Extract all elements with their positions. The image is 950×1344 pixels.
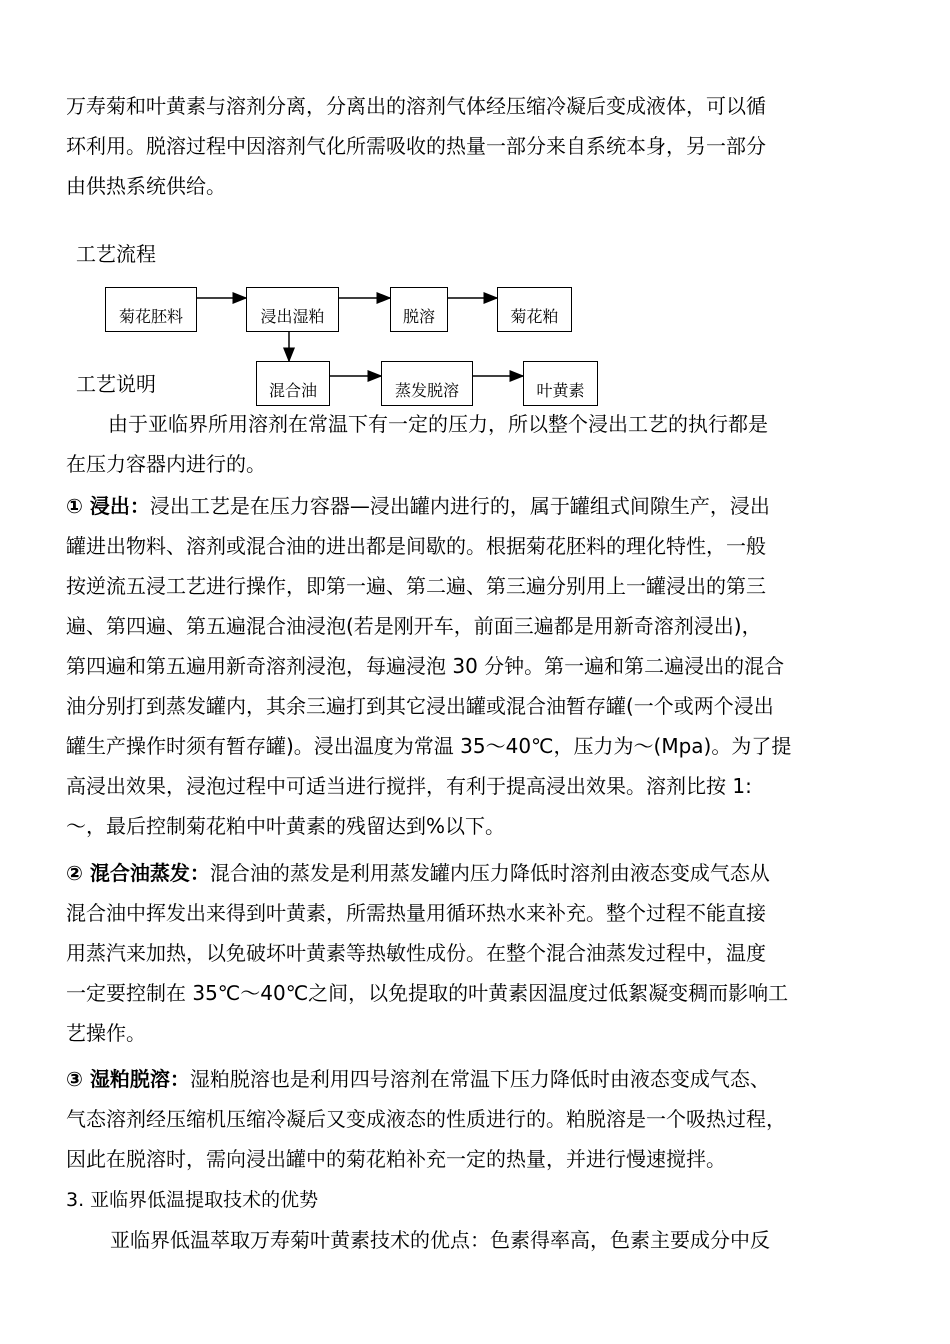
section-line: 罐生产操作时须有暂存罐)。浸出温度为常温 35～40℃，压力为～(Mpa)。为了提 [66,734,792,758]
section-line: 混合油中挥发出来得到叶黄素，所需热量用循环热水来补充。整个过程不能直接 [66,901,766,925]
section-line [66,1059,866,1099]
section-line: 高浸出效果，浸泡过程中可适当进行搅拌，有利于提高浸出效果。溶剂比按 1: [66,774,752,798]
section-line: 一定要控制在 35℃～40℃之间，以免提取的叶黄素因温度过低絮凝变稠而影响工 [66,981,789,1005]
flow-box-label: 叶黄素 [536,381,585,400]
section-text: 混合油的蒸发是利用蒸发罐内压力降低时溶剂由液态变成气态从 [209,861,770,885]
section-extraction [66,486,866,846]
flow-box-evaporation [381,361,473,406]
flow-box-desolventizing [390,287,448,332]
section-heading-advantages: 3. 亚临界低温提取技术的优势 [66,1189,319,1211]
note-line: 在压力容器内进行的。 [66,452,266,476]
flow-box-miscella [256,361,330,406]
flow-box-label: 菊花胚料 [118,307,183,326]
section-label: ② 混合油蒸发： [66,861,210,885]
section-label: ① 浸出： [66,494,150,518]
section-text: 湿粕脱溶也是利用四号溶剂在常温下压力降低时由液态变成气态、 [189,1067,770,1091]
section-line: 第四遍和第五遍用新奇溶剂浸泡，每遍浸泡 30 分钟。第一遍和第二遍浸出的混合 [66,654,785,678]
flow-box-label: 混合油 [268,381,317,400]
section-line [66,853,866,893]
process-flow-heading: 工艺流程 [76,242,156,266]
flowchart-arrows [0,0,950,420]
process-note-heading: 工艺说明 [76,372,156,396]
advantages-line: 亚临界低温萃取万寿菊叶黄素技术的优点：色素得率高，色素主要成分中反 [110,1228,770,1252]
section-line: 罐进出物料、溶剂或混合油的进出都是间歇的。根据菊花胚料的理化特性，一般 [66,534,766,558]
advantages-paragraph [66,1220,866,1260]
section-text: 浸出工艺是在压力容器—浸出罐内进行的，属于罐组式间隙生产，浸出 [149,494,770,518]
flow-box-label: 菊花粕 [510,307,559,326]
intro-line: 环利用。脱溶过程中因溶剂气化所需吸收的热量一部分来自系统本身，另一部分 [66,134,766,158]
section-line: ～，最后控制菊花粕中叶黄素的残留达到%以下。 [66,814,506,838]
section-line: 按逆流五浸工艺进行操作，即第一遍、第二遍、第三遍分别用上一罐浸出的第三 [66,574,766,598]
note-line: 由于亚临界所用溶剂在常温下有一定的压力，所以整个浸出工艺的执行都是 [108,412,768,436]
section-line: 油分别打到蒸发罐内，其余三遍打到其它浸出罐或混合油暂存罐(一个或两个浸出 [66,694,774,718]
flow-box-wet-meal [246,287,339,332]
section-line: 遍、第四遍、第五遍混合油浸泡(若是刚开车，前面三遍都是用新奇溶剂浸出)， [66,614,762,638]
flow-box-label: 脱溶 [402,307,435,326]
flow-box-label: 浸出湿粕 [260,307,325,326]
section-line: 因此在脱溶时，需向浸出罐中的菊花粕补充一定的热量，并进行慢速搅拌。 [66,1147,726,1171]
flow-box-chrysanthemum-cake [105,287,197,332]
section-label: ③ 湿粕脱溶： [66,1067,190,1091]
note-paragraph [66,404,866,484]
section-line: 艺操作。 [66,1021,146,1045]
flow-box-label: 蒸发脱溶 [394,381,459,400]
flow-box-lutein [523,361,598,406]
intro-line: 万寿菊和叶黄素与溶剂分离，分离出的溶剂气体经压缩冷凝后变成液体，可以循 [66,94,766,118]
section-miscella-evaporation [66,853,866,1053]
section-wet-meal-desolventizing [66,1059,866,1179]
intro-line: 由供热系统供给。 [66,174,226,198]
section-line: 气态溶剂经压缩机压缩冷凝后又变成液态的性质进行的。粕脱溶是一个吸热过程， [66,1107,786,1131]
section-line [66,486,866,526]
section-line: 用蒸汽来加热，以免破坏叶黄素等热敏性成份。在整个混合油蒸发过程中，温度 [66,941,766,965]
flow-box-chrysanthemum-meal [497,287,572,332]
